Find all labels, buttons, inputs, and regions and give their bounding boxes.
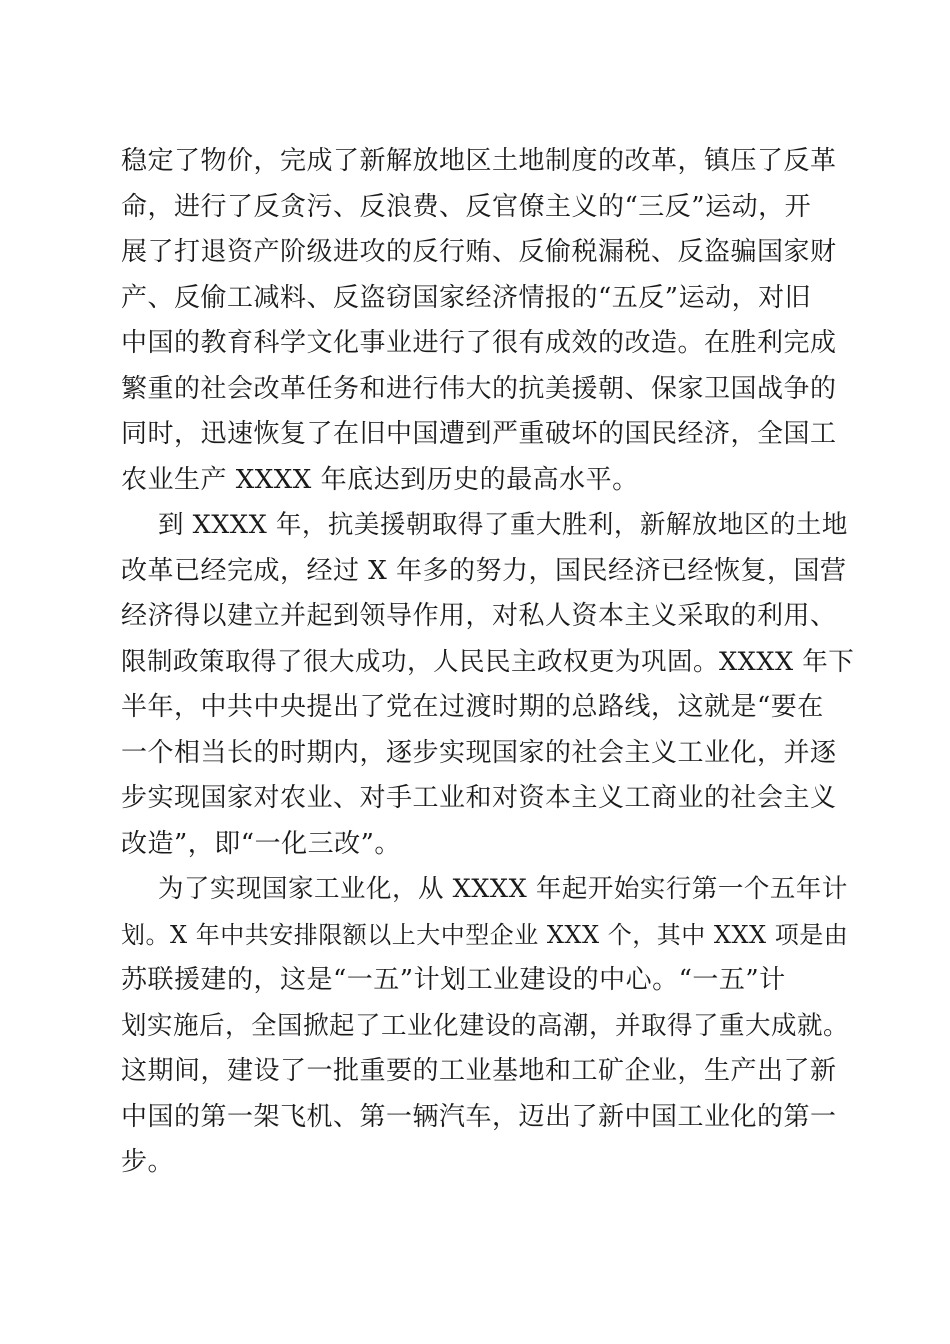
text-line: 展了打退资产阶级进攻的反行贿、反偷税漏税、反盗骗国家财 [121,237,837,267]
text-line: 到 XXXX 年，抗美援朝取得了重大胜利，新解放地区的土地 [158,510,848,540]
text-line: 同时，迅速恢复了在旧中国遭到严重破坏的国民经济，全国工 [121,419,837,449]
text-line: 农业生产 XXXX 年底达到历史的最高水平。 [121,464,639,495]
text-line: 步。 [121,1147,175,1177]
text-line: 划。X 年中共安排限额以上大中型企业 XXX 个，其中 XXX 项是由 [121,920,849,949]
text-line: 这期间，建设了一批重要的工业基地和工矿企业，生产出了新 [121,1056,837,1086]
text-line: 半年，中共中央提出了党在过渡时期的总路线，这就是“要在 [121,692,824,722]
text-line: 中国的第一架飞机、第一辆汽车，迈出了新中国工业化的第一 [121,1101,837,1132]
text-line: 限制政策取得了很大成功，人民民主政权更为巩固。XXXX 年下 [121,646,855,677]
body-text [121,139,855,1186]
text-line: 划实施后，全国掀起了工业化建设的高潮，并取得了重大成就。 [121,1010,850,1041]
text-line: 改造”，即“一化三改”。 [121,828,401,859]
text-line: 经济得以建立并起到领导作用，对私人资本主义采取的利用、 [121,601,837,631]
text-line: 命，进行了反贪污、反浪费、反官僚主义的“三反”运动，开 [121,191,812,222]
text-line: 改革已经完成，经过 X 年多的努力，国民经济已经恢复，国营 [121,555,847,586]
text-line: 一个相当长的时期内，逐步实现国家的社会主义工业化，并逐 [121,737,837,768]
text-line: 繁重的社会改革任务和进行伟大的抗美援朝、保家卫国战争的 [121,373,837,404]
text-line: 苏联援建的，这是“一五”计划工业建设的中心。“一五”计 [121,965,786,995]
text-line: 步实现国家对农业、对手工业和对资本主义工商业的社会主义 [121,783,837,813]
text-line: 产、反偷工减料、反盗窃国家经济情报的“五反”运动，对旧 [121,282,812,313]
text-line: 为了实现国家工业化，从 XXXX 年起开始实行第一个五年计 [158,874,848,904]
text-line: 稳定了物价，完成了新解放地区土地制度的改革，镇压了反革 [121,146,837,176]
text-line: 中国的教育科学文化事业进行了很有成效的改造。在胜利完成 [121,328,837,358]
